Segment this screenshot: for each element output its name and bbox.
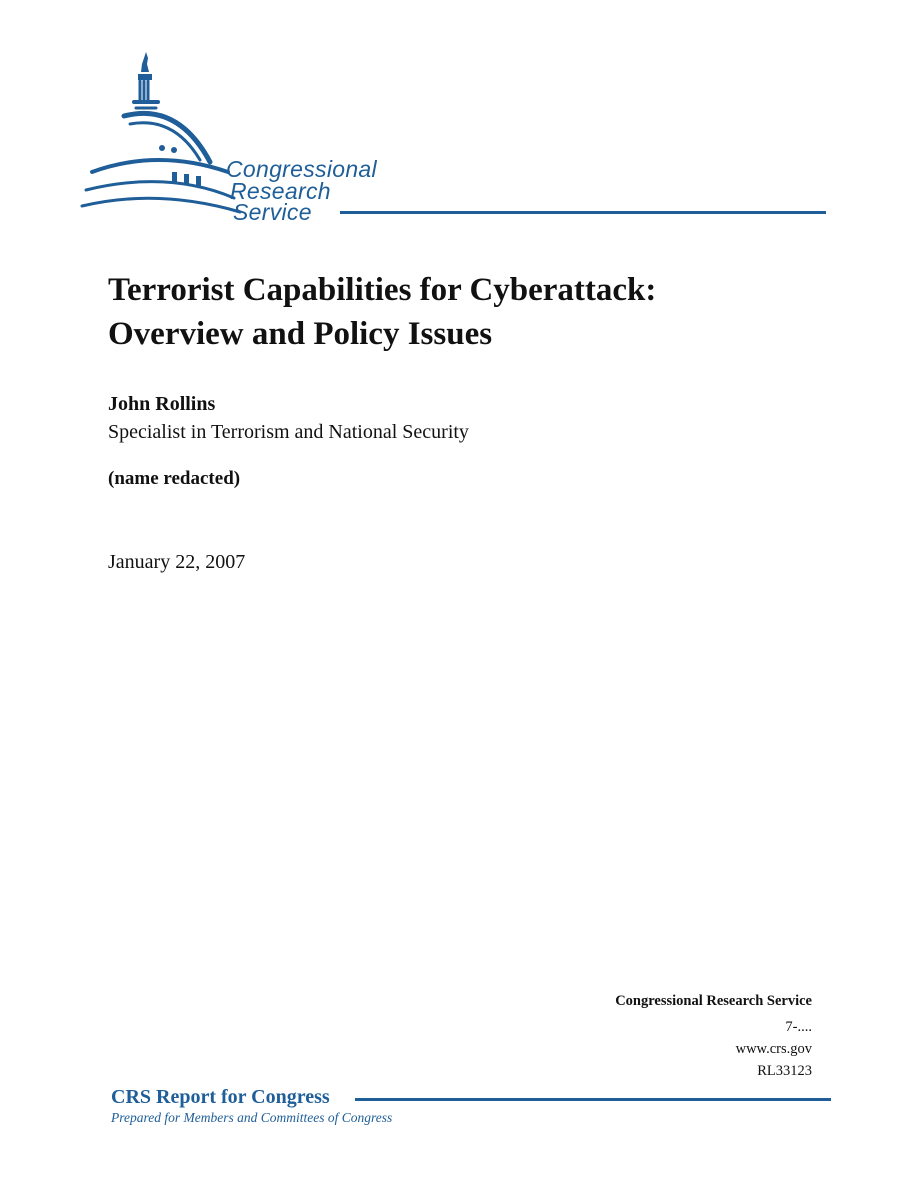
- report-number: RL33123: [757, 1063, 812, 1079]
- report-banner-label: CRS Report for Congress: [111, 1086, 330, 1108]
- author-name: John Rollins: [108, 393, 216, 415]
- report-banner-rule: [355, 1098, 831, 1101]
- logo-line-congressional: Congressional: [226, 156, 377, 182]
- page-title: [108, 268, 828, 356]
- capitol-dome-icon: [78, 50, 248, 230]
- report-code: 7-....: [785, 1019, 812, 1035]
- logo-line-research: Research: [230, 178, 331, 204]
- report-date: January 22, 2007: [108, 551, 246, 573]
- redacted-author: (name redacted): [108, 468, 241, 489]
- logo-rule: [340, 211, 826, 214]
- org-info-block: [615, 990, 812, 1082]
- org-name: Congressional Research Service: [615, 993, 812, 1009]
- title-line-1: Terrorist Capabilities for Cyberattack:: [108, 272, 657, 308]
- report-banner-subtitle: Prepared for Members and Committees of Congress: [111, 1110, 393, 1125]
- crs-logo: [78, 50, 838, 230]
- title-line-2: Overview and Policy Issues: [108, 316, 493, 352]
- website-link[interactable]: www.crs.gov: [735, 1041, 812, 1057]
- logo-line-service: Service: [233, 199, 312, 225]
- author-title: Specialist in Terrorism and National Security: [108, 421, 469, 443]
